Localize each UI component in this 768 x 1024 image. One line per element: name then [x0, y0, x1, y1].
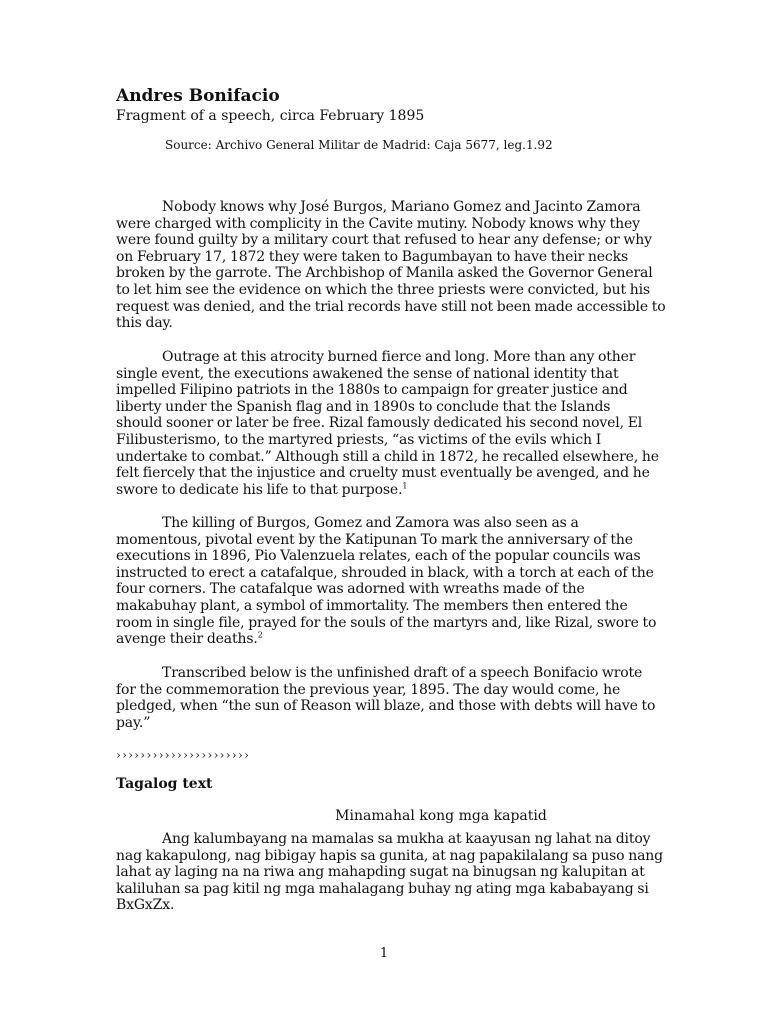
paragraph-3: [116, 515, 661, 648]
paragraph-line: were charged with complicity in the Cavite mutiny. Nobody knows why they: [116, 215, 640, 232]
paragraph-line: pay.”: [116, 714, 151, 731]
paragraph-line: for the commemoration the previous year, 1895. The day would come, he: [116, 681, 621, 698]
paragraph-line: this day.: [116, 315, 173, 332]
paragraph-line: broken by the garrote. The Archbishop of Manila asked the Governor General: [116, 265, 653, 282]
paragraph-line: lahat ay laging na na riwa ang mahapding sugat na binugsan ng kalupitan at: [116, 864, 645, 881]
paragraph-line: were found guilty by a military court that refused to hear any defense; or why: [116, 232, 652, 249]
paragraph-line: executions in 1896, Pio Valenzuela relates, each of the popular councils was: [116, 548, 641, 565]
page-number: 1: [379, 946, 389, 961]
paragraph-line: on February 17, 1872 they were taken to Bagumbayan to have their necks: [116, 248, 628, 265]
paragraph-1: [116, 199, 666, 332]
paragraph-line: Outrage at this atrocity burned fierce and long. More than any other: [162, 349, 636, 365]
footnote-marker: 1: [402, 481, 408, 491]
tagalog-title: Minamahal kong mga kapatid: [335, 808, 547, 824]
paragraph-line: request was denied, and the trial records have still not been made accessible to: [116, 298, 666, 315]
paragraph-line-text: avenge their deaths.: [116, 631, 258, 648]
paragraph-line: single event, the executions awakened the sense of national identity that: [116, 365, 619, 382]
document-subtitle: Fragment of a speech, circa February 1895: [116, 108, 425, 124]
paragraph-line-with-footnote: [116, 482, 661, 499]
section-heading: Tagalog text: [116, 776, 213, 792]
paragraph-line: makabuhay plant, a symbol of immortality. The members then entered the: [116, 597, 628, 614]
paragraph-line-with-footnote: [116, 631, 661, 648]
paragraph-line: Transcribed below is the unfinished draft of a speech Bonifacio wrote: [162, 665, 643, 681]
paragraph-4: [116, 665, 661, 731]
source-citation: Source: Archivo General Militar de Madrid: Caja 5677, leg.1.92: [165, 138, 553, 152]
paragraph-line: felt fiercely that the injustice and cruelty must eventually be avenged, and he: [116, 465, 650, 482]
paragraph-line: Filibusterismo, to the martyred priests, “as victims of the evils which I: [116, 431, 602, 448]
tagalog-paragraph: [116, 831, 661, 914]
paragraph-line: pledged, when “the sun of Reason will blaze, and those with debts will have to: [116, 698, 656, 715]
paragraph-line: four corners. The catafalque was adorned with wreaths made of the: [116, 581, 585, 598]
author-heading: Andres Bonifacio: [116, 86, 280, 106]
paragraph-line: Nobody knows why José Burgos, Mariano Gomez and Jacinto Zamora: [162, 199, 641, 215]
paragraph-line: should sooner or later be free. Rizal famously dedicated his second novel, El: [116, 415, 643, 432]
section-divider: ››››››››››››››››››››››: [116, 748, 251, 762]
paragraph-line: momentous, pivotal event by the Katipunan To mark the anniversary of the: [116, 531, 633, 548]
paragraph-line: BxGxZx.: [116, 897, 175, 914]
paragraph-2: [116, 349, 661, 498]
paragraph-line: undertake to combat.” Although still a child in 1872, he recalled elsewhere, he: [116, 448, 659, 465]
paragraph-line: to let him see the evidence on which the three priests were convicted, but his: [116, 281, 650, 298]
paragraph-line: nag kakapulong, nag bibigay hapis sa gunita, at nag papakilalang sa puso nang: [116, 847, 663, 864]
footnote-marker: 2: [257, 630, 263, 640]
paragraph-line: instructed to erect a catafalque, shrouded in black, with a torch at each of the: [116, 564, 654, 581]
paragraph-line: liberty under the Spanish flag and in 1890s to conclude that the Islands: [116, 398, 611, 415]
paragraph-line-text: swore to dedicate his life to that purpose.: [116, 481, 403, 498]
paragraph-line: room in single file, prayed for the souls of the martyrs and, like Rizal, swore to: [116, 614, 657, 631]
paragraph-line: impelled Filipino patriots in the 1880s to campaign for greater justice and: [116, 382, 628, 399]
paragraph-line: Ang kalumbayang na mamalas sa mukha at kaayusan ng lahat na ditoy: [162, 831, 651, 847]
paragraph-line: The killing of Burgos, Gomez and Zamora was also seen as a: [162, 515, 579, 531]
paragraph-line: kaliluhan sa pag kitil ng mga mahalagang buhay ng ating mga kababayang si: [116, 880, 649, 897]
